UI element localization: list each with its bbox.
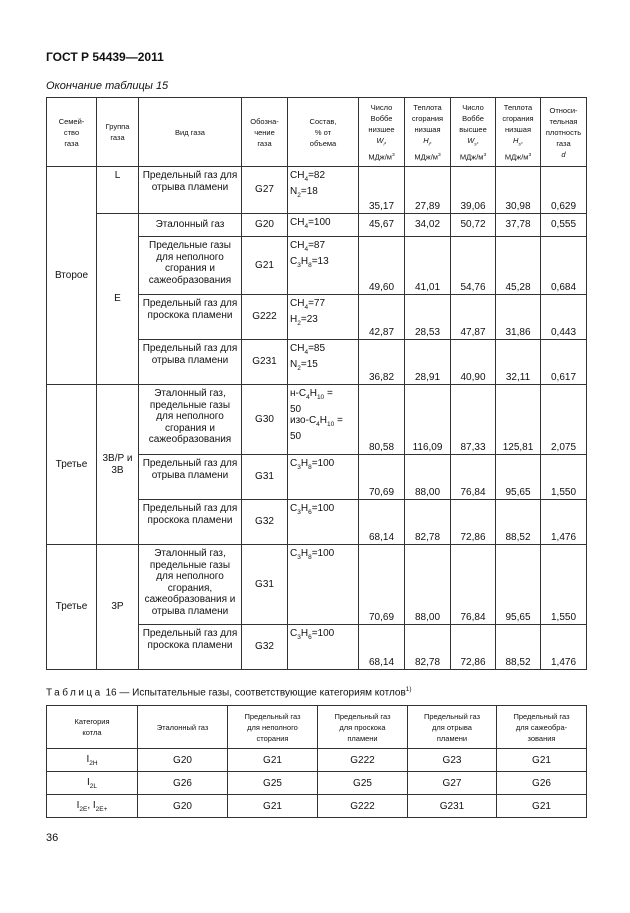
table-header-row bbox=[47, 706, 587, 749]
category-cell: $I_{2L}$ bbox=[47, 772, 138, 795]
heat-high: 45,28 bbox=[496, 237, 541, 295]
gas-composition: $CH_4=87$ $C_3H_8=13$ bbox=[288, 237, 359, 295]
liftoff-gas: G27 bbox=[408, 772, 497, 795]
density: 1,550 bbox=[541, 455, 587, 500]
heat-low: 28,91 bbox=[405, 340, 451, 385]
heat-low: 82,78 bbox=[405, 625, 451, 670]
density: 1,476 bbox=[541, 625, 587, 670]
table-row bbox=[47, 772, 587, 795]
col-wobbe-low: Число Воббе низшее $W_i$, МДж/$м^3$ bbox=[359, 98, 405, 167]
wobbe-high: 87,33 bbox=[451, 385, 496, 455]
table-row bbox=[47, 749, 587, 772]
ref-gas: G20 bbox=[138, 749, 228, 772]
col-composition: Состав, % от объема bbox=[288, 98, 359, 167]
flashback-gas: G222 bbox=[318, 749, 408, 772]
density: 0,555 bbox=[541, 214, 587, 237]
heat-high: 88,52 bbox=[496, 500, 541, 545]
wobbe-low: 42,87 bbox=[359, 295, 405, 340]
table-15 bbox=[46, 97, 587, 670]
heat-high: 88,52 bbox=[496, 625, 541, 670]
wobbe-high: 50,72 bbox=[451, 214, 496, 237]
gas-code: G30 bbox=[242, 385, 288, 455]
liftoff-gas: G231 bbox=[408, 795, 497, 818]
category-cell: $I_{2E}$, $I_{2E+}$ bbox=[47, 795, 138, 818]
incomplete-gas: G25 bbox=[228, 772, 318, 795]
density: 1,550 bbox=[541, 545, 587, 625]
gas-composition: $CH_4=82$ $N_2=18$ bbox=[288, 167, 359, 214]
density: 0,617 bbox=[541, 340, 587, 385]
gas-name: Предельный газ для отрыва пламени bbox=[139, 455, 242, 500]
table-row bbox=[47, 214, 587, 237]
table-16 bbox=[46, 705, 587, 818]
col-type: Вид газа bbox=[139, 98, 242, 167]
heat-high: 30,98 bbox=[496, 167, 541, 214]
gas-name: Эталонный газ bbox=[139, 214, 242, 237]
wobbe-low: 70,69 bbox=[359, 455, 405, 500]
gas-code: G31 bbox=[242, 545, 288, 625]
density: 1,476 bbox=[541, 500, 587, 545]
wobbe-high: 76,84 bbox=[451, 545, 496, 625]
gas-composition: $C_3H_8=100$ bbox=[288, 545, 359, 625]
heat-low: 116,09 bbox=[405, 385, 451, 455]
wobbe-low: 45,67 bbox=[359, 214, 405, 237]
col-heat-low: Теплота сгорания низшая $H_i$, МДж/$м^3$ bbox=[405, 98, 451, 167]
gas-code: G32 bbox=[242, 500, 288, 545]
col-family: Семей- ство газа bbox=[47, 98, 97, 167]
heat-high: 32,11 bbox=[496, 340, 541, 385]
group-cell: 3В/Р и 3В bbox=[97, 385, 139, 545]
gas-code: G231 bbox=[242, 340, 288, 385]
group-cell: 3Р bbox=[97, 545, 139, 670]
gas-name: Эталонный газ, предельные газы для неполного сгорания и сажеобразования bbox=[139, 385, 242, 455]
heat-low: 88,00 bbox=[405, 545, 451, 625]
table-16-title: Таблица 16 — Испытательные газы, соответствующие категориям котлов$^{1)}$ bbox=[46, 686, 412, 699]
soot-gas: G21 bbox=[497, 749, 587, 772]
gas-code: G20 bbox=[242, 214, 288, 237]
col-incomplete: Предельный газ для неполного сторания bbox=[228, 706, 318, 749]
gas-name: Предельный газ для проскока пламени bbox=[139, 625, 242, 670]
wobbe-high: 40,90 bbox=[451, 340, 496, 385]
density: 0,443 bbox=[541, 295, 587, 340]
soot-gas: G21 bbox=[497, 795, 587, 818]
gas-composition: $CH_4=85$ $N_2=15$ bbox=[288, 340, 359, 385]
gas-code: G32 bbox=[242, 625, 288, 670]
wobbe-high: 76,84 bbox=[451, 455, 496, 500]
gas-code: G31 bbox=[242, 455, 288, 500]
heat-low: 41,01 bbox=[405, 237, 451, 295]
gas-name: Предельные газы для неполного сгорания и сажеобразования bbox=[139, 237, 242, 295]
heat-low: 82,78 bbox=[405, 500, 451, 545]
gas-name: Предельный газ для отрыва пламени bbox=[139, 340, 242, 385]
heat-high: 37,78 bbox=[496, 214, 541, 237]
gas-composition: $C_3H_8=100$ bbox=[288, 455, 359, 500]
gas-composition: $CH_4=77$ $H_2=23$ bbox=[288, 295, 359, 340]
col-liftoff: Предельный газ для отрыва пламени bbox=[408, 706, 497, 749]
gas-code: G27 bbox=[242, 167, 288, 214]
ref-gas: G26 bbox=[138, 772, 228, 795]
density: 0,629 bbox=[541, 167, 587, 214]
heat-low: 88,00 bbox=[405, 455, 451, 500]
heat-high: 125,81 bbox=[496, 385, 541, 455]
density: 0,684 bbox=[541, 237, 587, 295]
col-category: Категория котла bbox=[47, 706, 138, 749]
table-continuation-caption: Окончание таблицы 15 bbox=[46, 80, 169, 92]
wobbe-low: 68,14 bbox=[359, 500, 405, 545]
heat-high: 95,65 bbox=[496, 455, 541, 500]
col-density: Относи- тельная плотность газа d bbox=[541, 98, 587, 167]
gas-name: Эталонный газ, предельные газы для неполного сгорания, сажеобразования и отрыва пламени bbox=[139, 545, 242, 625]
gas-composition: $н-C_4H_{10}$ = 50 изо-$C_4H_{10}$ = 50 bbox=[288, 385, 359, 455]
wobbe-high: 39,06 bbox=[451, 167, 496, 214]
heat-high: 31,86 bbox=[496, 295, 541, 340]
heat-low: 28,53 bbox=[405, 295, 451, 340]
wobbe-low: 70,69 bbox=[359, 545, 405, 625]
flashback-gas: G25 bbox=[318, 772, 408, 795]
group-cell: L bbox=[97, 167, 139, 214]
wobbe-high: 47,87 bbox=[451, 295, 496, 340]
incomplete-gas: G21 bbox=[228, 749, 318, 772]
heat-low: 27,89 bbox=[405, 167, 451, 214]
gas-composition: $C_3H_6=100$ bbox=[288, 500, 359, 545]
density: 2,075 bbox=[541, 385, 587, 455]
wobbe-low: 80,58 bbox=[359, 385, 405, 455]
gas-composition: $C_3H_6=100$ bbox=[288, 625, 359, 670]
wobbe-low: 35,17 bbox=[359, 167, 405, 214]
table-row bbox=[47, 167, 587, 214]
wobbe-high: 72,86 bbox=[451, 625, 496, 670]
gas-name: Предельный газ для проскока пламени bbox=[139, 500, 242, 545]
table-row bbox=[47, 795, 587, 818]
table-row bbox=[47, 545, 587, 625]
col-group: Группа газа bbox=[97, 98, 139, 167]
table-row bbox=[47, 385, 587, 455]
standard-number: ГОСТ Р 54439—2011 bbox=[46, 50, 164, 64]
soot-gas: G26 bbox=[497, 772, 587, 795]
gas-composition: $CH_4=100$ bbox=[288, 214, 359, 237]
heat-low: 34,02 bbox=[405, 214, 451, 237]
gas-name: Предельный газ для отрыва пламени bbox=[139, 167, 242, 214]
col-soot: Предельный газ для сажеобра- зования bbox=[497, 706, 587, 749]
table-header-row bbox=[47, 98, 587, 167]
wobbe-high: 54,76 bbox=[451, 237, 496, 295]
wobbe-high: 72,86 bbox=[451, 500, 496, 545]
gas-name: Предельный газ для проскока пламени bbox=[139, 295, 242, 340]
col-wobbe-high: Число Воббе высшее $W_s$, МДж/$м^3$ bbox=[451, 98, 496, 167]
wobbe-low: 68,14 bbox=[359, 625, 405, 670]
gas-code: G21 bbox=[242, 237, 288, 295]
group-cell: E bbox=[97, 214, 139, 385]
liftoff-gas: G23 bbox=[408, 749, 497, 772]
ref-gas: G20 bbox=[138, 795, 228, 818]
page-number: 36 bbox=[46, 832, 59, 844]
category-cell: $I_{2H}$ bbox=[47, 749, 138, 772]
wobbe-low: 36,82 bbox=[359, 340, 405, 385]
wobbe-low: 49,60 bbox=[359, 237, 405, 295]
col-flashback: Предельный газ для проскока пламени bbox=[318, 706, 408, 749]
col-reference: Эталонный газ bbox=[138, 706, 228, 749]
flashback-gas: G222 bbox=[318, 795, 408, 818]
heat-high: 95,65 bbox=[496, 545, 541, 625]
family-cell: Второе bbox=[47, 167, 97, 385]
family-cell: Третье bbox=[47, 545, 97, 670]
col-heat-high: Теплота сгорания низшая $H_s$, МДж/$м^3$ bbox=[496, 98, 541, 167]
family-cell: Третье bbox=[47, 385, 97, 545]
incomplete-gas: G21 bbox=[228, 795, 318, 818]
gas-code: G222 bbox=[242, 295, 288, 340]
col-code: Обозна- чение газа bbox=[242, 98, 288, 167]
